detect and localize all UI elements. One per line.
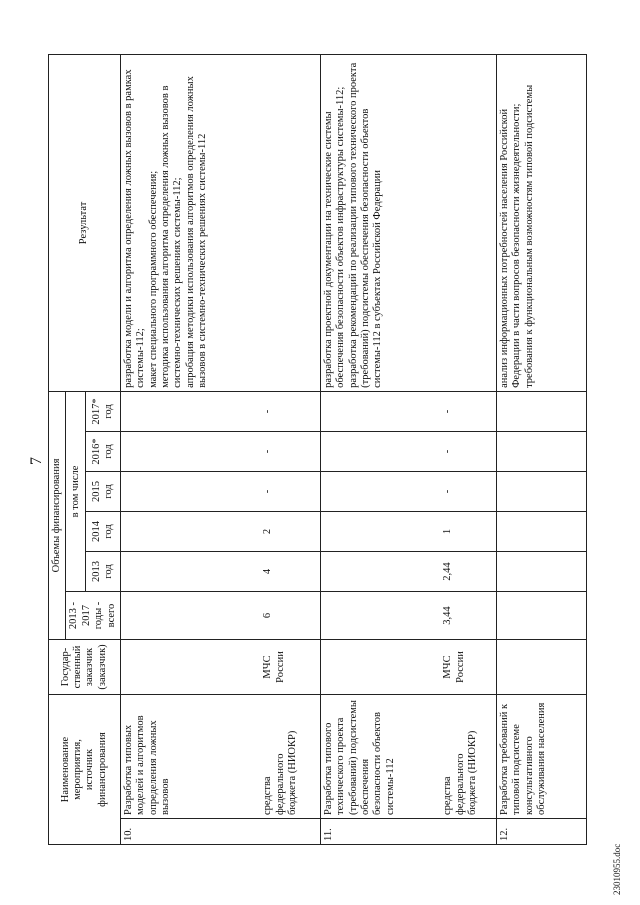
funding-source: средства федерального бюджета (НИОКР): [440, 695, 496, 819]
result-cell: [496, 54, 586, 391]
result-line: разработка рекомендаций по реализации типового технического проекта (требований) подсистемы обеспечения безопасности объектов системы-112 в субъектах Российской Федерации: [347, 62, 384, 388]
customer-value: МЧС России: [260, 640, 320, 695]
value-2017: -: [440, 391, 496, 431]
result-line: апробация методики использования алгоритмов определения ложных вызовов в системно-технических решениях системы-112: [184, 76, 209, 388]
value-2013: 2,44: [440, 552, 496, 592]
result-line: разработка проектной документации на технические системы обеспечения безопасности объектов инфраструктуры системы-112;: [322, 86, 347, 388]
header-2015: 2015 год: [86, 472, 120, 512]
customer-value: МЧС России: [440, 640, 496, 695]
result-cell: [320, 54, 496, 391]
measure-name: Разработка требований к типовой подсистеме консультативного обслуживания населения: [496, 695, 586, 819]
header-2017: 2017* год: [86, 391, 120, 431]
header-customer: Государ- ственный заказчик (заказчик): [49, 640, 121, 695]
header-2014: 2014 год: [86, 512, 120, 552]
row-number: 11.: [320, 819, 496, 845]
value-2014: 1: [440, 512, 496, 552]
result-line: разработка модели и алгоритма определения ложных вызовов в рамках системы-112;: [122, 69, 147, 388]
table-row: [496, 54, 586, 844]
value-2016: -: [260, 432, 320, 472]
value-2015: -: [260, 472, 320, 512]
total-value: 6: [260, 592, 320, 640]
table-row: [120, 54, 260, 844]
value-2013: 4: [260, 552, 320, 592]
header-incl: в том числе: [66, 391, 86, 591]
funding-source: средства федерального бюджета (НИОКР): [260, 695, 320, 819]
header-2016: 2016* год: [86, 432, 120, 472]
footer-code: 23010955.doc: [612, 843, 622, 895]
page-number: 7: [28, 457, 45, 465]
header-name: Наименование мероприятия, источник финансирования: [49, 695, 121, 845]
value-2015: -: [440, 472, 496, 512]
table-row: [320, 54, 440, 844]
header-total: 2013 - 2017 годы - всего: [66, 592, 121, 640]
header-row-1: [49, 54, 66, 844]
result-line: анализ информационных потребностей населения Российской Федерации в части вопросов безопасности жизнедеятельности;: [498, 103, 523, 388]
total-value: 3,44: [440, 592, 496, 640]
value-2016: -: [440, 432, 496, 472]
value-2014: 2: [260, 512, 320, 552]
result-line: требования к функциональным возможностям типовой подсистемы: [523, 84, 535, 388]
header-2013: 2013 год: [86, 552, 120, 592]
measure-name: Разработка типовых моделей и алгоритмов определения ложных вызовов: [120, 695, 260, 819]
row-number: 12.: [496, 819, 586, 845]
value-2017: -: [260, 391, 320, 431]
header-result: Результат: [49, 54, 121, 391]
header-volumes: Объемы финансирования: [49, 391, 66, 639]
financing-table: [48, 54, 587, 845]
result-cell: [120, 54, 320, 391]
result-line: методика использования алгоритма определения ложных вызовов в системно-технических решениях системы-112;: [160, 85, 184, 388]
measure-name: Разработка типового технического проекта (требований) подсистемы обеспечения безопасности объектов системы-112: [320, 695, 440, 819]
row-number: 10.: [120, 819, 320, 845]
result-line: макет специального программного обеспечения;: [147, 170, 159, 388]
